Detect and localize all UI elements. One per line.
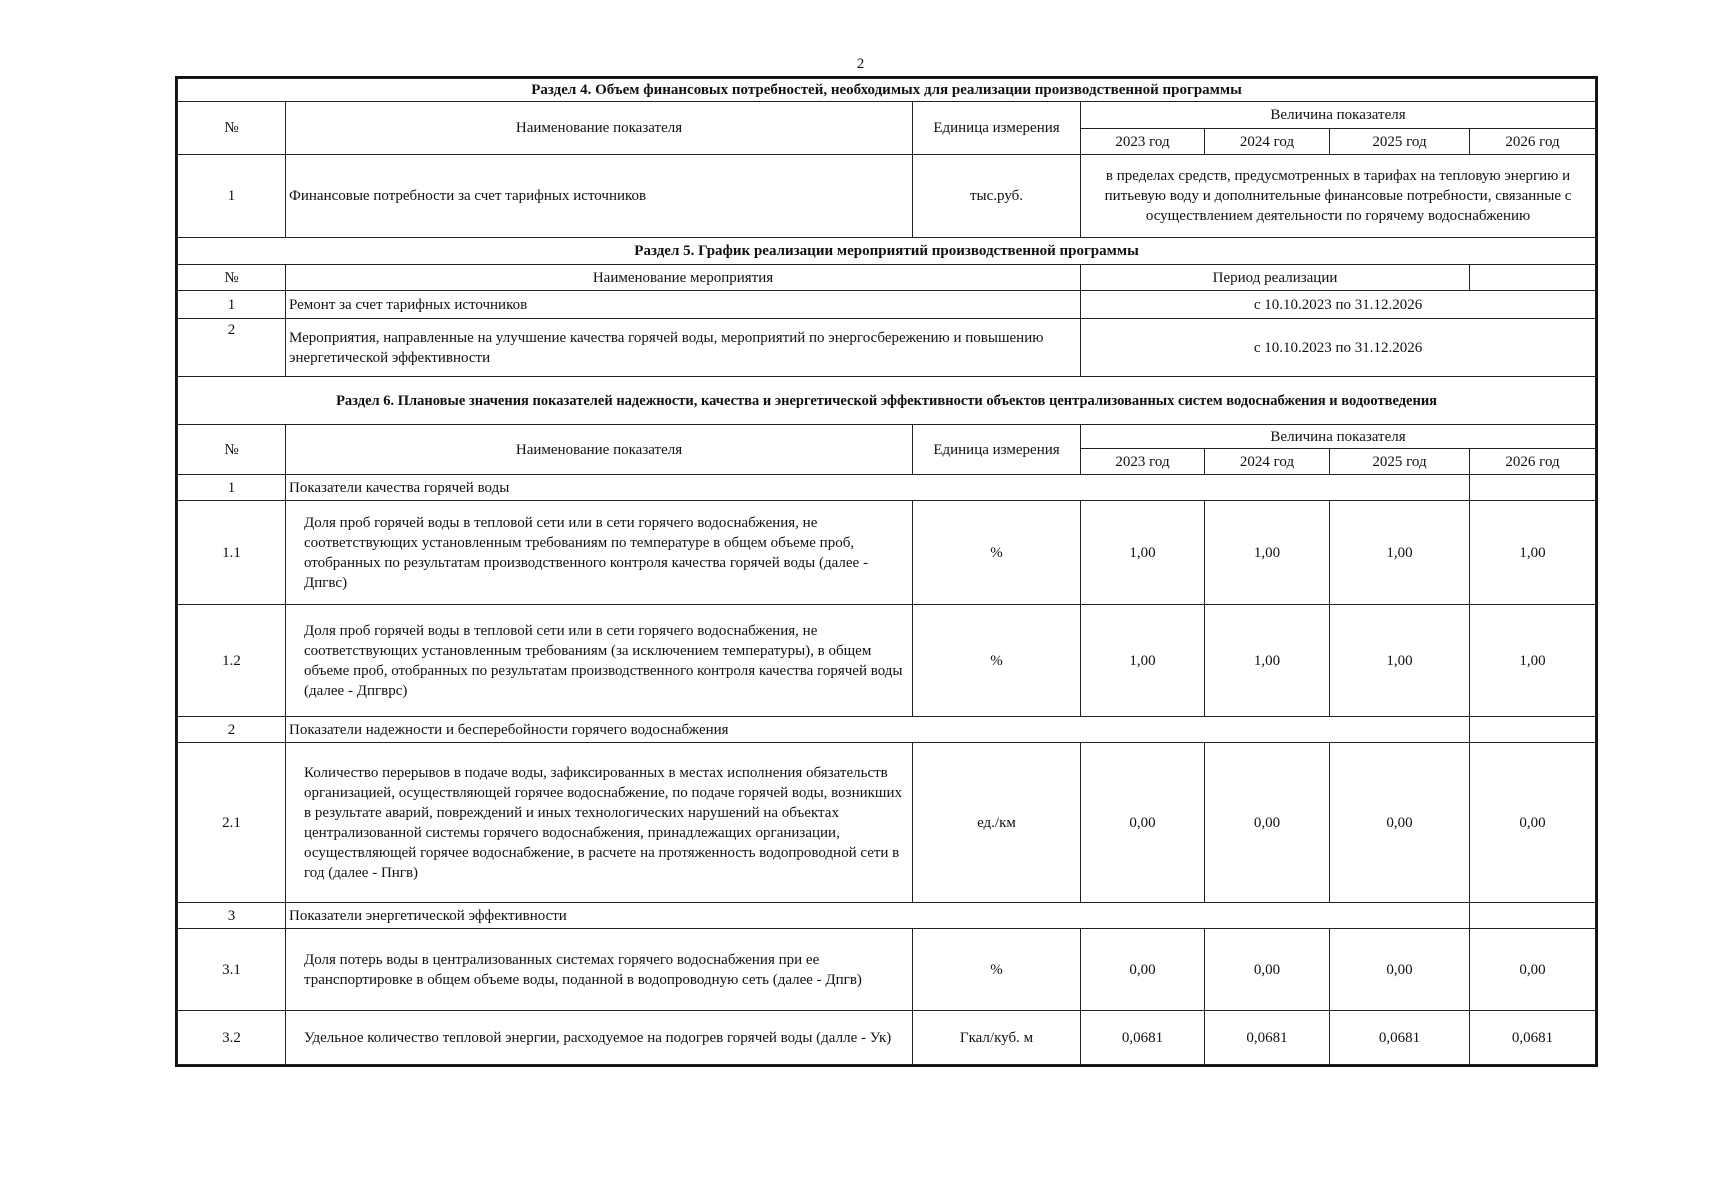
group2-num: 2 [178, 717, 286, 743]
item-3-1-value-2026: 0,00 [1470, 929, 1596, 1011]
item-2-1-value-2024: 0,00 [1205, 743, 1330, 903]
s6-year-2025: 2025 год [1330, 449, 1470, 475]
item-1-2-value-2023: 1,00 [1081, 605, 1205, 717]
s5-row1-name: Ремонт за счет тарифных источников [286, 291, 1081, 319]
s6-year-2026: 2026 год [1470, 449, 1596, 475]
group1-name: Показатели качества горячей воды [286, 475, 1470, 501]
item-2-1-name: Количество перерывов в подаче воды, зафиксированных в местах исполнения обязательств организацией, осуществляющей горячее водоснабжение, по подаче горячей воды, возникших в результате аварий, повреждений и иных технологических нарушений на объектах централизованной системы горячего водоснабжения, принадлежащих организации, осуществляющей горячее водоснабжение, в расчете на протяженность водопроводной сети в год (далее - Пнгв) [286, 743, 913, 903]
s6-header-num: № [178, 425, 286, 475]
s5-row1-period: с 10.10.2023 по 31.12.2026 [1081, 291, 1596, 319]
item-1-2-num: 1.2 [178, 605, 286, 717]
s6-header-unit: Единица измерения [913, 425, 1081, 475]
s4-header-value: Величина показателя [1081, 102, 1596, 129]
s4-row-unit: тыс.руб. [913, 155, 1081, 238]
s6-year-2023: 2023 год [1081, 449, 1205, 475]
item-1-2-value-2026: 1,00 [1470, 605, 1596, 717]
section5-title: Раздел 5. График реализации мероприятий производственной программы [178, 238, 1596, 265]
item-3-1-value-2024: 0,00 [1205, 929, 1330, 1011]
group2-empty [1470, 717, 1596, 743]
s5-header-name: Наименование мероприятия [286, 265, 1081, 291]
item-3-2-num: 3.2 [178, 1011, 286, 1065]
item-2-1-value-2025: 0,00 [1330, 743, 1470, 903]
s5-row2-period: с 10.10.2023 по 31.12.2026 [1081, 319, 1596, 377]
item-1-2-name: Доля проб горячей воды в тепловой сети или в сети горячего водоснабжения, не соответствующих установленным требованиям (за исключением температуры), в общем объеме проб, отобранных по результатам производственного контроля качества горячей воды (далее - Дпгврс) [286, 605, 913, 717]
item-1-2-value-2025: 1,00 [1330, 605, 1470, 717]
s5-header-empty [1470, 265, 1596, 291]
s4-row-name: Финансовые потребности за счет тарифных источников [286, 155, 913, 238]
group1-num: 1 [178, 475, 286, 501]
page-number: 2 [856, 56, 865, 72]
group1-empty [1470, 475, 1596, 501]
s4-year-2024: 2024 год [1205, 129, 1330, 155]
item-1-2-unit: % [913, 605, 1081, 717]
s4-year-2026: 2026 год [1470, 129, 1596, 155]
s4-year-2025: 2025 год [1330, 129, 1470, 155]
item-3-2-value-2026: 0,0681 [1470, 1011, 1596, 1065]
item-3-1-unit: % [913, 929, 1081, 1011]
s4-year-2023: 2023 год [1081, 129, 1205, 155]
item-1-1-num: 1.1 [178, 501, 286, 605]
item-3-2-value-2023: 0,0681 [1081, 1011, 1205, 1065]
item-1-1-value-2026: 1,00 [1470, 501, 1596, 605]
s4-row-value: в пределах средств, предусмотренных в тарифах на тепловую энергию и питьевую воду и дополнительные финансовые потребности, связанные с осуществлением деятельности по горячему водоснабжению [1081, 155, 1596, 238]
s5-row1-num: 1 [178, 291, 286, 319]
s5-header-num: № [178, 265, 286, 291]
item-3-1-value-2023: 0,00 [1081, 929, 1205, 1011]
item-3-2-value-2025: 0,0681 [1330, 1011, 1470, 1065]
item-2-1-unit: ед./км [913, 743, 1081, 903]
s4-header-unit: Единица измерения [913, 102, 1081, 155]
group3-name: Показатели энергетической эффективности [286, 903, 1470, 929]
item-2-1-num: 2.1 [178, 743, 286, 903]
group2-name: Показатели надежности и бесперебойности горячего водоснабжения [286, 717, 1470, 743]
item-2-1-value-2023: 0,00 [1081, 743, 1205, 903]
item-3-2-unit: Гкал/куб. м [913, 1011, 1081, 1065]
item-3-2-name: Удельное количество тепловой энергии, расходуемое на подогрев горячей воды (далле - Ук) [286, 1011, 913, 1065]
group3-empty [1470, 903, 1596, 929]
item-1-2-value-2024: 1,00 [1205, 605, 1330, 717]
item-3-1-value-2025: 0,00 [1330, 929, 1470, 1011]
s6-year-2024: 2024 год [1205, 449, 1330, 475]
item-1-1-value-2023: 1,00 [1081, 501, 1205, 605]
section4-title: Раздел 4. Объем финансовых потребностей, необходимых для реализации производственной программы [178, 79, 1596, 102]
section6-title: Раздел 6. Плановые значения показателей надежности, качества и энергетической эффективности объектов централизованных систем водоснабжения и водоотведения [178, 377, 1596, 425]
item-1-1-name: Доля проб горячей воды в тепловой сети или в сети горячего водоснабжения, не соответствующих установленным требованиям по температуре в общем объеме проб, отобранных по результатам производственного контроля качества горячей воды (далее - Дпгвс) [286, 501, 913, 605]
item-1-1-value-2024: 1,00 [1205, 501, 1330, 605]
group3-num: 3 [178, 903, 286, 929]
program-table [177, 78, 1596, 1065]
s4-header-num: № [178, 102, 286, 155]
s4-row-num: 1 [178, 155, 286, 238]
item-1-1-unit: % [913, 501, 1081, 605]
s5-row2-name: Мероприятия, направленные на улучшение качества горячей воды, мероприятий по энергосбережению и повышению энергетической эффективности [286, 319, 1081, 377]
item-1-1-value-2025: 1,00 [1330, 501, 1470, 605]
s6-header-value: Величина показателя [1081, 425, 1596, 449]
item-3-1-name: Доля потерь воды в централизованных системах горячего водоснабжения при ее транспортировке в общем объеме воды, поданной в водопроводную сеть (далее - Дпгв) [286, 929, 913, 1011]
item-2-1-value-2026: 0,00 [1470, 743, 1596, 903]
item-3-1-num: 3.1 [178, 929, 286, 1011]
s4-header-name: Наименование показателя [286, 102, 913, 155]
s5-row2-num: 2 [178, 319, 286, 377]
s5-header-period: Период реализации [1081, 265, 1470, 291]
item-3-2-value-2024: 0,0681 [1205, 1011, 1330, 1065]
s6-header-name: Наименование показателя [286, 425, 913, 475]
